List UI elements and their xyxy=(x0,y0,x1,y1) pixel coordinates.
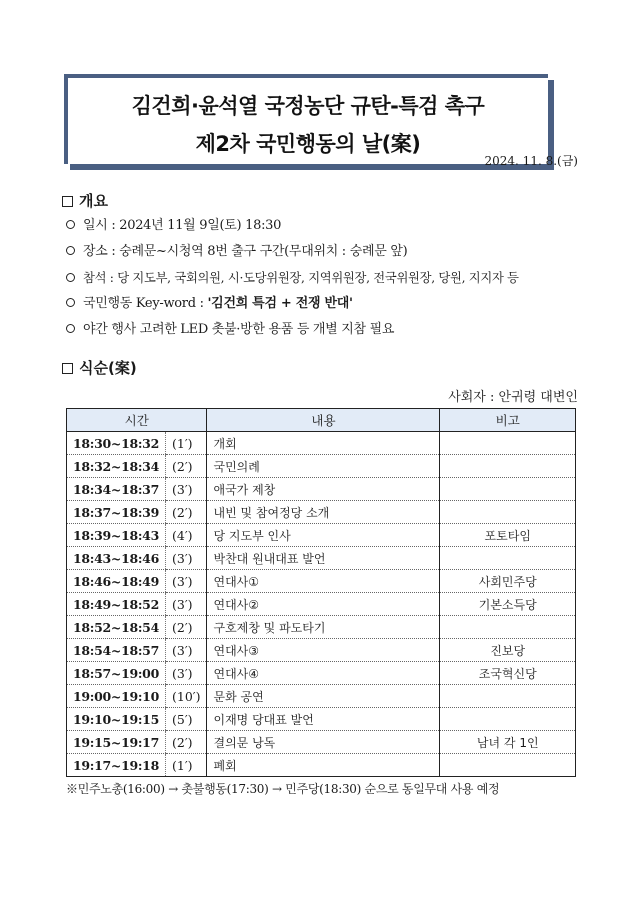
duration-cell: (1′) xyxy=(165,432,207,455)
duration-cell: (10′) xyxy=(165,685,207,708)
document-title: 김건희·윤석열 국정농단 규탄-특검 촉구 xyxy=(131,94,485,118)
keyword-label: 국민행동 Key-word : xyxy=(83,296,208,311)
time-cell: 19:15~19:17 xyxy=(67,731,166,754)
section-overview-heading xyxy=(62,190,108,211)
time-cell: 18:54~18:57 xyxy=(67,639,166,662)
circle-bullet-icon xyxy=(66,298,75,307)
note-cell: 진보당 xyxy=(440,639,576,662)
time-cell: 18:43~18:46 xyxy=(67,547,166,570)
schedule-table xyxy=(66,408,576,777)
table-row xyxy=(67,708,576,731)
duration-cell: (3′) xyxy=(165,639,207,662)
duration-cell: (3′) xyxy=(165,593,207,616)
content-cell: 문화 공연 xyxy=(207,685,440,708)
note-cell: 포토타임 xyxy=(440,524,576,547)
circle-bullet-icon xyxy=(66,220,75,229)
content-cell: 국민의례 xyxy=(207,455,440,478)
square-bullet-icon xyxy=(62,196,73,207)
duration-cell: (3′) xyxy=(165,662,207,685)
content-cell: 결의문 낭독 xyxy=(207,731,440,754)
duration-cell: (3′) xyxy=(165,547,207,570)
content-cell: 당 지도부 인사 xyxy=(207,524,440,547)
schedule-body xyxy=(67,432,576,777)
note-cell: 조국혁신당 xyxy=(440,662,576,685)
content-cell: 이재명 당대표 발언 xyxy=(207,708,440,731)
title-box xyxy=(64,74,548,164)
table-row xyxy=(67,593,576,616)
note-cell xyxy=(440,501,576,524)
duration-cell: (4′) xyxy=(165,524,207,547)
content-cell: 연대사① xyxy=(207,570,440,593)
duration-cell: (3′) xyxy=(165,570,207,593)
duration-cell: (1′) xyxy=(165,754,207,777)
content-cell: 개회 xyxy=(207,432,440,455)
time-cell: 19:17~19:18 xyxy=(67,754,166,777)
table-row xyxy=(67,731,576,754)
content-cell: 연대사② xyxy=(207,593,440,616)
note-cell xyxy=(440,478,576,501)
note-cell: 사회민주당 xyxy=(440,570,576,593)
time-cell: 18:34~18:37 xyxy=(67,478,166,501)
note-cell xyxy=(440,432,576,455)
content-cell: 박찬대 원내대표 발언 xyxy=(207,547,440,570)
content-cell: 애국가 제창 xyxy=(207,478,440,501)
content-cell: 내빈 및 참여정당 소개 xyxy=(207,501,440,524)
note-cell xyxy=(440,685,576,708)
table-row xyxy=(67,432,576,455)
content-cell: 연대사③ xyxy=(207,639,440,662)
note-cell: 남녀 각 1인 xyxy=(440,731,576,754)
note-cell xyxy=(440,708,576,731)
column-header-note: 비고 xyxy=(440,409,576,432)
circle-bullet-icon xyxy=(66,324,75,333)
overview-item-text: 장소 : 숭례문~시청역 8번 출구 구간(무대위치 : 숭례문 앞) xyxy=(83,244,408,259)
column-header-content: 내용 xyxy=(207,409,440,432)
host-label: 사회자 : 안귀령 대변인 xyxy=(448,390,578,405)
table-header-row xyxy=(67,409,576,432)
square-bullet-icon xyxy=(62,363,73,374)
overview-list xyxy=(66,217,606,347)
overview-item-text: 일시 : 2024년 11월 9일(토) 18:30 xyxy=(83,218,282,233)
overview-item-attendees xyxy=(66,269,606,295)
note-cell xyxy=(440,455,576,478)
time-cell: 18:46~18:49 xyxy=(67,570,166,593)
table-row xyxy=(67,570,576,593)
table-row xyxy=(67,547,576,570)
duration-cell: (2′) xyxy=(165,455,207,478)
time-cell: 18:30~18:32 xyxy=(67,432,166,455)
document-subtitle: 제2차 국민행동의 날(案) xyxy=(195,132,421,156)
table-row xyxy=(67,478,576,501)
table-row xyxy=(67,455,576,478)
duration-cell: (2′) xyxy=(165,731,207,754)
time-cell: 18:37~18:39 xyxy=(67,501,166,524)
overview-item-text: 참석 : 당 지도부, 국회의원, 시·도당위원장, 지역위원장, 전국위원장, 당원, 지지자 등 xyxy=(83,271,519,285)
content-cell: 구호제창 및 파도타기 xyxy=(207,616,440,639)
note-cell xyxy=(440,616,576,639)
table-row xyxy=(67,501,576,524)
keyword-value: '김건희 특검 + 전쟁 반대' xyxy=(207,296,353,311)
time-cell: 18:57~19:00 xyxy=(67,662,166,685)
overview-item-keyword xyxy=(66,295,606,321)
duration-cell: (2′) xyxy=(165,616,207,639)
table-row xyxy=(67,639,576,662)
time-cell: 18:52~18:54 xyxy=(67,616,166,639)
time-cell: 18:32~18:34 xyxy=(67,455,166,478)
overview-item-supplies xyxy=(66,321,606,347)
circle-bullet-icon xyxy=(66,273,75,282)
time-cell: 18:39~18:43 xyxy=(67,524,166,547)
content-cell: 연대사④ xyxy=(207,662,440,685)
duration-cell: (2′) xyxy=(165,501,207,524)
schedule-heading-text: 식순(案) xyxy=(79,359,137,377)
column-header-time: 시간 xyxy=(67,409,207,432)
time-cell: 19:10~19:15 xyxy=(67,708,166,731)
section-schedule-heading xyxy=(62,357,137,378)
duration-cell: (5′) xyxy=(165,708,207,731)
circle-bullet-icon xyxy=(66,246,75,255)
footnote: ※민주노총(16:00) → 촛불행동(17:30) → 민주당(18:30) 순으로 동일무대 사용 예정 xyxy=(66,782,500,796)
overview-item-datetime xyxy=(66,217,606,243)
time-cell: 18:49~18:52 xyxy=(67,593,166,616)
overview-item-location xyxy=(66,243,606,269)
table-row xyxy=(67,754,576,777)
content-cell: 폐회 xyxy=(207,754,440,777)
table-row xyxy=(67,524,576,547)
table-row xyxy=(67,616,576,639)
note-cell xyxy=(440,547,576,570)
table-row xyxy=(67,662,576,685)
document-date: 2024. 11. 8.(금) xyxy=(484,154,578,168)
overview-item-text: 야간 행사 고려한 LED 촛불·방한 용품 등 개별 지참 필요 xyxy=(83,322,395,337)
time-cell: 19:00~19:10 xyxy=(67,685,166,708)
duration-cell: (3′) xyxy=(165,478,207,501)
note-cell xyxy=(440,754,576,777)
overview-heading-text: 개요 xyxy=(79,192,108,210)
note-cell: 기본소득당 xyxy=(440,593,576,616)
table-row xyxy=(67,685,576,708)
